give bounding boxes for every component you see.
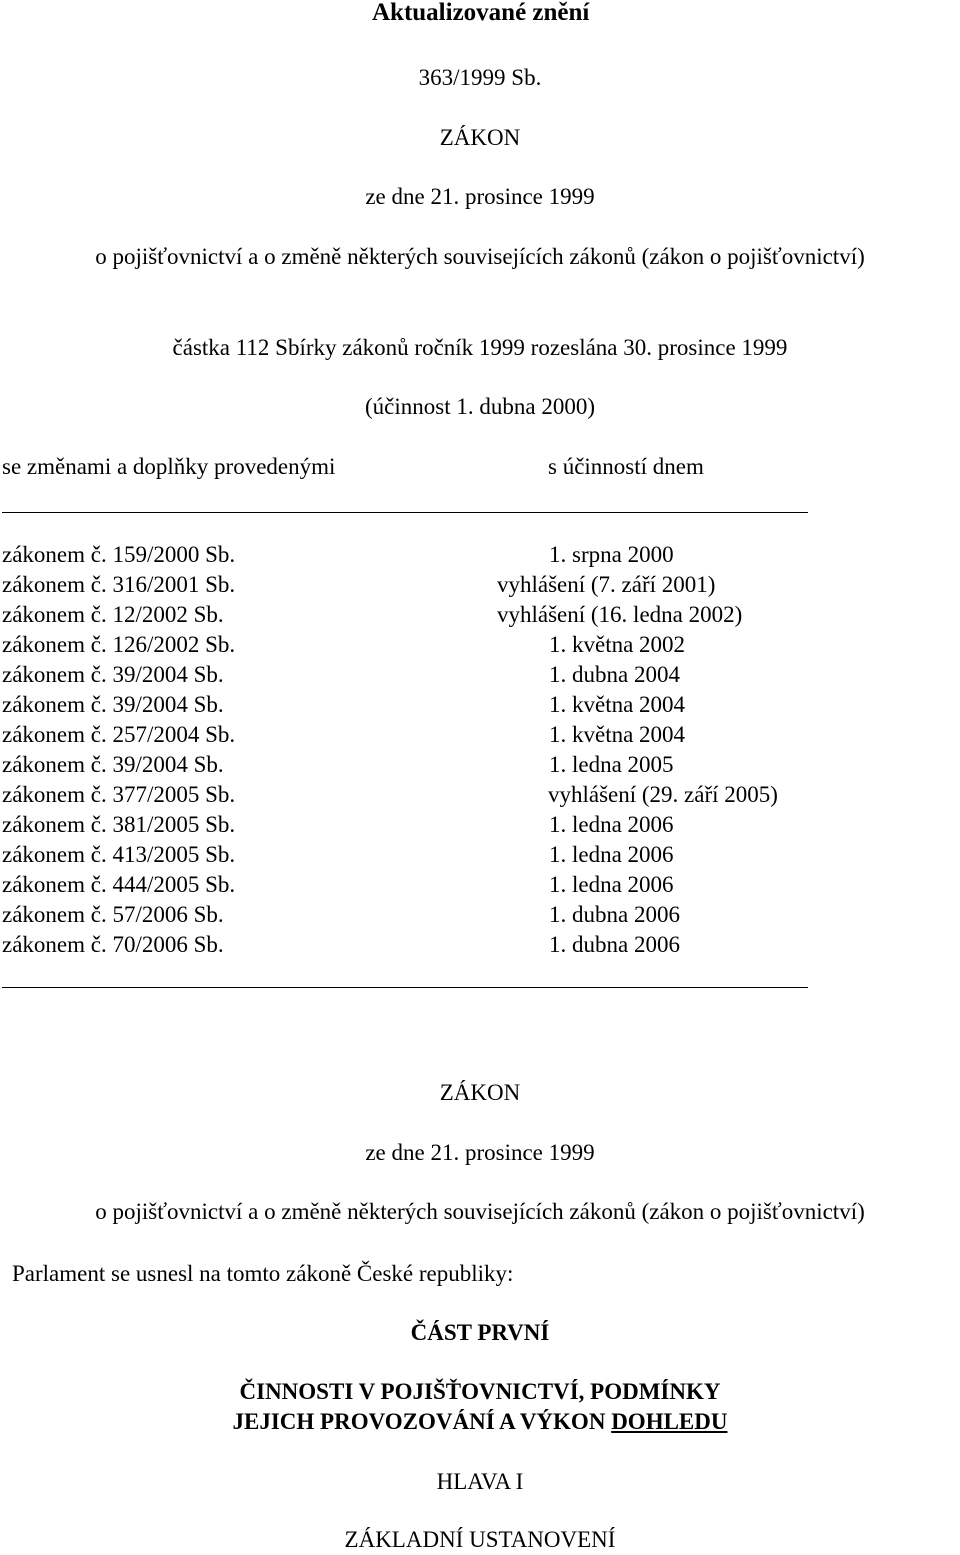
- amendment-effective-date: 1. ledna 2005: [549, 752, 674, 777]
- body-act-date: ze dne 21. prosince 1999: [365, 1140, 595, 1165]
- amendments-right-heading: s účinností dnem: [548, 454, 704, 479]
- amendment-effective-date: 1. května 2004: [549, 692, 686, 717]
- amendment-law: zákonem č. 444/2005 Sb.: [2, 872, 236, 897]
- amendment-row: [0, 540, 960, 570]
- amendment-law: zákonem č. 257/2004 Sb.: [2, 722, 236, 747]
- amendment-effective-date: 1. ledna 2006: [549, 842, 674, 867]
- amendment-effective-date: 1. dubna 2004: [549, 662, 680, 687]
- part-heading: ČÁST PRVNÍ: [410, 1320, 550, 1345]
- bottom-divider: [2, 987, 808, 988]
- amendment-effective-date: 1. ledna 2006: [549, 872, 674, 897]
- amendment-law: zákonem č. 39/2004 Sb.: [2, 692, 224, 717]
- amendment-effective-date: 1. dubna 2006: [549, 932, 680, 957]
- body-act-subject: o pojišťovnictví a o změně některých souvisejících zákonů (zákon o pojišťovnictví): [95, 1199, 865, 1224]
- amendment-law: zákonem č. 381/2005 Sb.: [2, 812, 236, 837]
- amendment-effective-date: vyhlášení (7. září 2001): [497, 572, 716, 597]
- amendment-effective-date: 1. května 2004: [549, 722, 686, 747]
- amendment-law: zákonem č. 377/2005 Sb.: [2, 782, 236, 807]
- amendment-law: zákonem č. 70/2006 Sb.: [2, 932, 224, 957]
- amendment-row: [0, 690, 960, 720]
- amendment-row: [0, 660, 960, 690]
- amendment-law: zákonem č. 126/2002 Sb.: [2, 632, 236, 657]
- amendment-row: [0, 810, 960, 840]
- amendment-row: [0, 840, 960, 870]
- amendment-law: zákonem č. 57/2006 Sb.: [2, 902, 224, 927]
- amendment-row: [0, 720, 960, 750]
- amendment-row: [0, 780, 960, 810]
- amendment-effective-date: 1. ledna 2006: [549, 812, 674, 837]
- amendment-law: zákonem č. 159/2000 Sb.: [2, 542, 236, 567]
- amendment-row: [0, 900, 960, 930]
- act-subject: o pojišťovnictví a o změně některých souvisejících zákonů (zákon o pojišťovnictví): [95, 244, 865, 269]
- body-act-heading: ZÁKON: [439, 1080, 521, 1105]
- amendment-effective-date: 1. května 2002: [549, 632, 686, 657]
- amendment-law: zákonem č. 39/2004 Sb.: [2, 752, 224, 777]
- amendment-effective-date: vyhlášení (29. září 2005): [548, 782, 778, 807]
- top-divider: [2, 512, 808, 513]
- amendment-law: zákonem č. 413/2005 Sb.: [2, 842, 236, 867]
- amendment-law: zákonem č. 12/2002 Sb.: [2, 602, 224, 627]
- amendment-row: [0, 630, 960, 660]
- amendment-effective-date: 1. dubna 2006: [549, 902, 680, 927]
- amendment-effective-date: 1. srpna 2000: [549, 542, 674, 567]
- amendment-law: zákonem č. 39/2004 Sb.: [2, 662, 224, 687]
- part-title-line2-text: JEJICH PROVOZOVÁNÍ A VÝKON: [232, 1409, 612, 1434]
- part-title-line2-underlined: DOHLEDU: [611, 1409, 728, 1434]
- part-title-line1: ČINNOSTI V POJIŠŤOVNICTVÍ, PODMÍNKY: [239, 1379, 721, 1404]
- chapter-title: ZÁKLADNÍ USTANOVENÍ: [344, 1527, 616, 1552]
- chapter-heading: HLAVA I: [436, 1469, 524, 1494]
- effective-date: (účinnost 1. dubna 2000): [365, 394, 595, 419]
- act-date: ze dne 21. prosince 1999: [365, 184, 595, 209]
- collection-info: částka 112 Sbírky zákonů ročník 1999 rozeslána 30. prosince 1999: [172, 335, 788, 360]
- amendment-row: [0, 600, 960, 630]
- header-title: Aktualizované znění: [372, 0, 590, 26]
- act-heading: ZÁKON: [439, 125, 521, 150]
- amendment-row: [0, 750, 960, 780]
- amendment-effective-date: vyhlášení (16. ledna 2002): [497, 602, 743, 627]
- preamble: Parlament se usnesl na tomto zákoně České republiky:: [12, 1261, 514, 1286]
- amendment-row: [0, 570, 960, 600]
- law-number: 363/1999 Sb.: [418, 65, 542, 90]
- amendment-law: zákonem č. 316/2001 Sb.: [2, 572, 236, 597]
- amendment-row: [0, 930, 960, 960]
- amendments-left-heading: se změnami a doplňky provedenými: [2, 454, 336, 479]
- amendment-row: [0, 870, 960, 900]
- part-title-line2: [0, 1407, 960, 1437]
